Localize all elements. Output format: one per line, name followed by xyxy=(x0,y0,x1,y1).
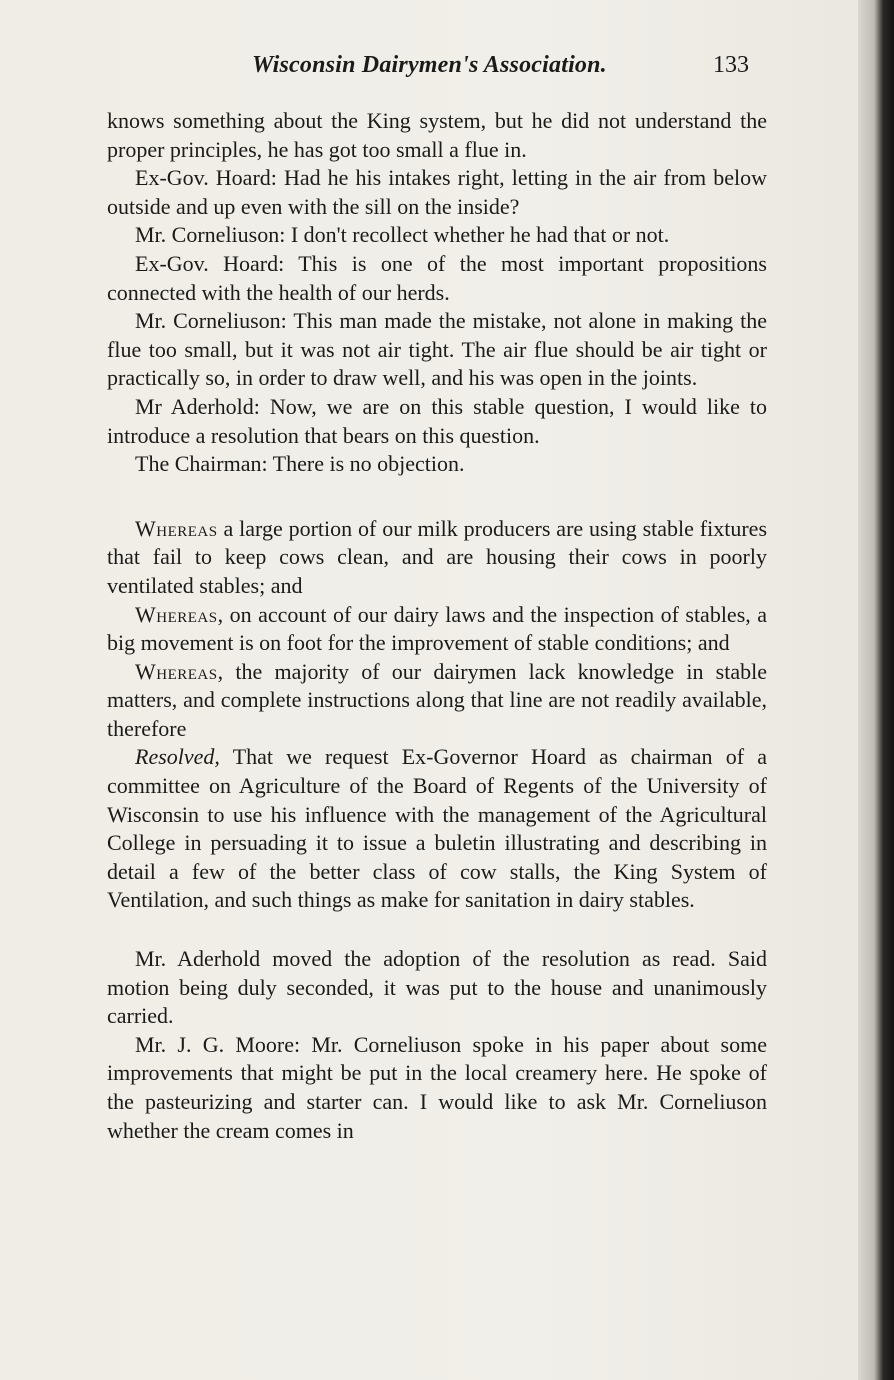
whereas-clause xyxy=(107,515,767,601)
whereas-text: , on account of our dairy laws and the inspection of stables, a big movement is on foot for the improvement of stable conditions; and xyxy=(107,601,767,656)
paragraph: Mr. Aderhold moved the adoption of the resolution as read. Said motion being duly seconded, it was put to the house and unanimously carried. xyxy=(107,946,767,1029)
paragraph: The Chairman: There is no objection. xyxy=(135,451,465,477)
whereas-text: a large portion of our milk producers are using stable fixtures that fail to keep cows clean, and are housing their cows in poorly ventilated stables; and xyxy=(107,515,768,598)
resolved-clause xyxy=(107,743,767,915)
whereas-clause xyxy=(107,658,767,744)
resolved-word: Resolved, xyxy=(135,744,220,770)
page-number: 133 xyxy=(713,52,749,78)
body-text xyxy=(107,107,767,1145)
whereas-word: Whereas xyxy=(135,515,218,541)
paragraph: Mr. J. G. Moore: Mr. Corneliuson spoke in his paper about some improvements that might be put in the local creamery here. He spoke of the pasteurizing and starter can. I would like to ask Mr. Corneliuson whether the cream comes in xyxy=(107,1031,767,1143)
paragraph: Ex-Gov. Hoard: Had he his intakes right, letting in the air from below outside and up even with the sill on the inside? xyxy=(107,165,767,219)
page-header xyxy=(0,52,894,88)
resolution-block xyxy=(107,515,767,915)
section-gap xyxy=(107,915,767,945)
paragraph: Mr. Corneliuson: I don't recollect whether he had that or not. xyxy=(135,222,670,248)
book-binding-shadow xyxy=(858,0,894,1380)
paragraph: Ex-Gov. Hoard: This is one of the most important propositions connected with the health of our herds. xyxy=(107,250,767,305)
whereas-word: Whereas xyxy=(135,658,218,684)
whereas-clause xyxy=(107,601,767,658)
section-gap xyxy=(107,479,767,515)
paragraph: Mr. Corneliuson: This man made the mistake, not alone in making the flue too small, but it was not air tight. The air flue should be air tight or practically so, in order to draw well, and his was open in the joints. xyxy=(107,308,767,391)
whereas-word: Whereas xyxy=(135,601,218,627)
running-title: Wisconsin Dairymen's Association. xyxy=(252,52,607,78)
resolved-text: That we request Ex-Governor Hoard as chairman of a committee on Agriculture of the Board of Regents of the University of Wisconsin to use his influence with the management of the Agricultural College in persuading it to issue a buletin illustrating and describing in detail a few of the better class of cow stalls, the King System of Ventilation, and such things as make for sanitation in dairy stables. xyxy=(107,744,767,913)
paragraph: Mr Aderhold: Now, we are on this stable question, I would like to introduce a resolution that bears on this question. xyxy=(107,393,767,448)
whereas-text: , the majority of our dairymen lack knowledge in stable matters, and complete instructions along that line are not readily available, therefore xyxy=(107,658,767,741)
paragraph: knows something about the King system, but he did not understand the proper principles, he has got too small a flue in. xyxy=(107,108,767,162)
